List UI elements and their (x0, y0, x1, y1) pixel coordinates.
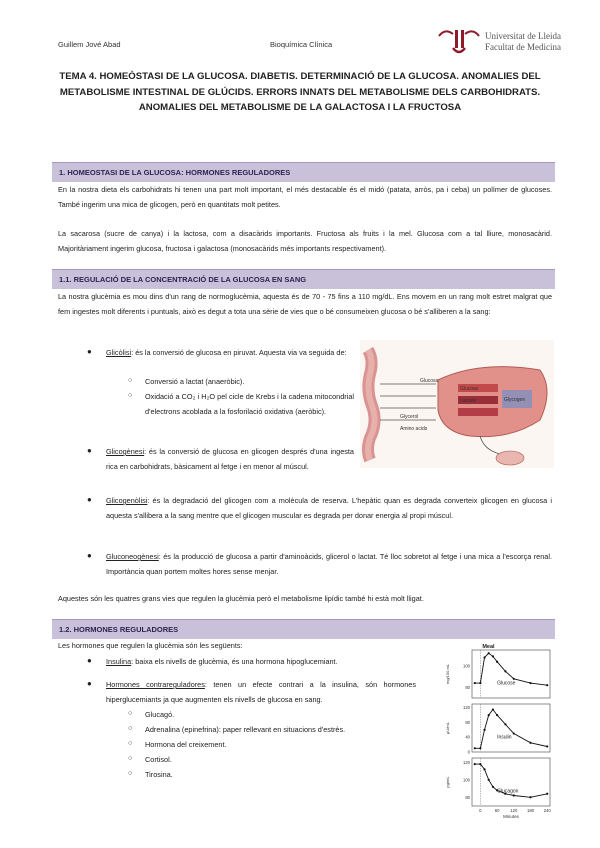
header-author: Guillem Jové Abad (58, 40, 121, 49)
diagram-label: Glucosa (420, 378, 439, 384)
paragraph-carbohydrates: En la nostra dieta els carbohidrats hi tenen una part molt important, el més destacable és el midó (patata, arròs, pa i ceba) un polímer de glucoses. També ingerim una mica de glicogen, però en quantitats molt petites. (58, 185, 552, 209)
circle-bullet-icon: ○ (128, 755, 133, 762)
data-point (496, 714, 498, 716)
y-tick-label: 100 (463, 663, 470, 669)
series-name: Glucose (497, 680, 516, 687)
glicogenolisi-item: Glicogenòlisi: és la degradació del glicogen com a molècula de reserva. L'hepàtic quan es degrada converteix glicogen en glucosa i aquesta s'allibera a la sang mentre que el glicogen muscular es degrada per donar energia al propi múscul. (106, 496, 552, 520)
gluconeogenesi-item: Gluconeogènesi: és la producció de glucosa a partir d'aminoàcids, glicerol o lactat. Té lloc sobretot al fetge i una mica a l'escorça renal. Importància quan portem moltes hores sense menjar. (106, 552, 552, 576)
data-point (529, 682, 531, 684)
diagram-label: Amino acids (400, 426, 428, 432)
series-line (475, 710, 547, 749)
paragraph-closing: Aquestes són les quatres grans vies que regulen la glucèmia però el metabolisme lipídic també hi està molt lligat. (58, 594, 424, 603)
panel-frame (472, 758, 550, 806)
circle-bullet-icon: ○ (128, 770, 133, 777)
y-tick-label: 100 (463, 777, 470, 783)
institution-name: Universitat de Lleida (485, 31, 561, 41)
x-tick-label: 0 (479, 808, 482, 813)
glicolisi-sub-lactat: Conversió a lactat (anaeròbic). (145, 377, 245, 386)
header-subject: Bioquímica Clínica (270, 40, 333, 49)
series-name: Insulin (497, 734, 512, 741)
meal-label: Meal (482, 644, 495, 650)
university-logo (437, 26, 587, 58)
glicogenesi-item: Glicogènesi: és la conversió de glucosa en glicogen després d'una ingesta rica en carbohidrats, bàsicament al fetge i en menor al múscul. (106, 447, 354, 471)
y-tick-label: 80 (465, 719, 470, 725)
y-axis-label: pg/mL (445, 776, 450, 788)
data-point (504, 723, 506, 725)
hormone-item: Glucagó. (145, 710, 175, 719)
bullet-icon: ● (87, 347, 92, 356)
x-axis-label: Minutes (503, 814, 519, 819)
data-point (483, 768, 485, 770)
circle-bullet-icon: ○ (128, 710, 133, 717)
diagram-label: Lactate (460, 398, 477, 404)
data-point (483, 729, 485, 731)
y-tick-label: 120 (463, 705, 470, 711)
diagram-label: Glucose (460, 386, 479, 392)
bullet-icon: ● (87, 679, 92, 688)
y-tick-label: 80 (465, 794, 470, 800)
y-axis-label: μU/mL (445, 722, 450, 734)
data-point (496, 661, 498, 663)
paragraph-glycemia: La nostra glucèmia es mou dins d'un rang de normoglucèmia, aquesta és de 70 - 75 fins a 110 mg/dL. Ens movem en un rang molt estret malgrat que fem ingestes molt diferents i puntuals, això es degut a tota una sèrie de vies que o bé consumeixen glucosa o bé s'alliberen a la sang: (58, 292, 552, 316)
circle-bullet-icon: ○ (128, 725, 133, 732)
y-tick-label: 40 (465, 734, 470, 740)
data-point (529, 796, 531, 798)
x-tick-label: 240 (543, 808, 551, 813)
y-tick-label: 120 (463, 759, 470, 765)
circle-bullet-icon: ○ (128, 377, 133, 384)
data-point (492, 708, 494, 710)
bullet-icon: ● (87, 551, 92, 560)
data-point (483, 656, 485, 658)
y-axis-label: mg/100 mL (445, 663, 450, 685)
data-point (529, 742, 531, 744)
data-point (546, 793, 548, 795)
data-point (546, 684, 548, 686)
data-point (513, 794, 515, 796)
hormone-item: Tirosina. (145, 770, 173, 779)
x-tick-label: 180 (527, 808, 534, 813)
university-crest-icon (437, 26, 481, 58)
data-point (488, 779, 490, 781)
series-name: Glucagon (497, 788, 519, 795)
data-point (474, 763, 476, 765)
insulina-item: Insulina: baixa els nivells de glucèmia, és una hormona hipoglucemiant. (106, 657, 338, 666)
diagram-label: Glycogen (504, 397, 526, 403)
hormone-item: Cortisol. (145, 755, 172, 764)
data-point (474, 682, 476, 684)
paragraph-sugars: La sacarosa (sucre de canya) i la lactosa, com a disacàrids importants. Fructosa als fruits i la mel. Glucosa com a tal lliure, monosacàrid. Majoritàriament ingerim glucosa, fructosa i galactosa (monosacàrids més importants respectivament). (58, 229, 552, 253)
hormone-item: Adrenalina (epinefrina): paper rellevant en situacions d'estrès. (145, 725, 346, 734)
data-point (488, 652, 490, 654)
glicolisi-item: Glicòlisi: és la conversió de glucosa en piruvat. Aquesta via va seguida de: (106, 348, 347, 357)
metabolism-diagram (360, 340, 554, 468)
data-point (492, 655, 494, 657)
data-point (479, 682, 481, 684)
y-tick-label: 0 (467, 749, 470, 755)
data-point (504, 670, 506, 672)
diagram-label: Glycerol (400, 414, 419, 420)
contrareguladores-item: Hormones contrareguladores: tenen un efecte contrari a la insulina, són hormones hiperglucemiants ja que augmenten els nivells de glucosa en sang. (106, 680, 416, 704)
data-point (546, 745, 548, 747)
data-point (474, 747, 476, 749)
bullet-icon: ● (87, 446, 92, 455)
section-heading-1-1: 1.1. REGULACIÓ DE LA CONCENTRACIÓ DE LA GLUCOSA EN SANG (52, 269, 555, 289)
y-tick-label: 80 (465, 684, 470, 690)
x-tick-label: 120 (510, 808, 518, 813)
data-point (479, 747, 481, 749)
faculty-name: Facultat de Medicina (485, 42, 561, 52)
circle-bullet-icon: ○ (128, 740, 133, 747)
bullet-icon: ● (87, 495, 92, 504)
data-point (479, 763, 481, 765)
x-tick-label: 60 (494, 808, 500, 813)
section-heading-1: 1. HOMEOSTASI DE LA GLUCOSA: HORMONES REGULADORES (52, 162, 555, 182)
data-point (492, 786, 494, 788)
paragraph-hormones-intro: Les hormones que regulen la glucèmia són les següents: (58, 641, 243, 650)
glicolisi-sub-krebs: Oxidació a CO₂ i H₂O pel cicle de Krebs i la cadena mitocondrial d'electrons acoblada a la fosforilació oxidativa (aeròbic). (145, 392, 354, 416)
document-title: TEMA 4. HOMEÒSTASI DE LA GLUCOSA. DIABETIS. DETERMINACIÓ DE LA GLUCOSA. ANOMALIES DEL METABOLISME INTESTINAL DE GLÚCIDS. ERRORS INNATS DEL METABOLISME DELS CARBOHIDRATS. ANOMALIES DEL METABOLISME DE LA GALACTOSA I LA FRUCTOSA (59, 71, 541, 113)
data-point (488, 714, 490, 716)
bullet-icon: ● (87, 656, 92, 665)
circle-bullet-icon: ○ (128, 392, 133, 399)
hormone-item: Hormona del creixement. (145, 740, 227, 749)
data-point (513, 732, 515, 734)
hormone-response-graphs (442, 642, 554, 822)
section-heading-1-2: 1.2. HORMONES REGULADORES (52, 619, 555, 639)
